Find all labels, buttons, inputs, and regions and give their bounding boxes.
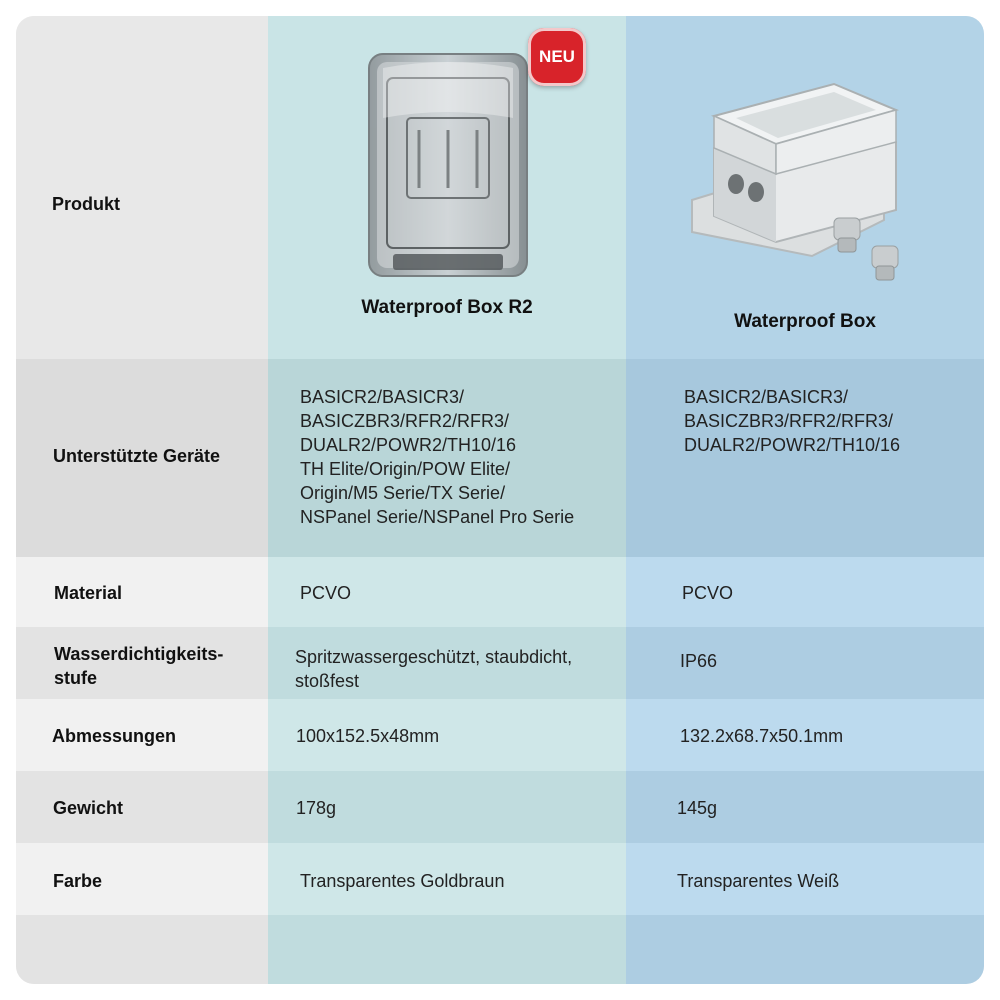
dimensions-cell-r2 [268,699,626,771]
weight-cell-box [626,771,984,843]
material-cell-box [626,557,984,627]
row-waterproof [16,627,268,699]
row-empty [16,915,268,984]
label-wasserdicht: Wasserdichtigkeits- stufe [54,644,224,688]
color-cell-box [626,843,984,915]
waterproof-box: IP66 [680,651,718,671]
weight-box: 145g [677,798,718,818]
material-cell-r2 [268,557,626,627]
material-r2: PCVO [300,583,352,603]
row-devices [16,359,268,557]
transparent-enclosure-icon [363,48,533,280]
color-r2: Transparentes Goldbraun [300,871,505,891]
product-column-r2 [268,16,626,984]
row-product [16,16,268,359]
label-column [16,16,268,984]
comparison-table [16,16,984,984]
weight-cell-r2 [268,771,626,843]
color-box: Transparentes Weiß [677,871,840,891]
waterproof-cell-box [626,627,984,699]
devices-cell-box [626,359,984,557]
dimensions-cell-box [626,699,984,771]
waterproof-r2: Spritzwassergeschützt, staubdicht, stoßfest [295,647,573,691]
label-farbe: Farbe [53,871,103,891]
row-dimensions [16,699,268,771]
devices-r2: BASICR2/BASICR3/ BASICZBR3/RFR2/RFR3/ DUALR2/POWR2/TH10/16 TH Elite/Origin/POW Elite/ Origin/M5 Serie/TX Serie/ NSPanel Serie/NSPanel Pro Serie [300,387,575,527]
dimensions-r2: 100x152.5x48mm [296,726,440,746]
row-weight [16,771,268,843]
empty-cell-box [626,915,984,984]
product-header-box [626,16,984,359]
product-column-box [626,16,984,984]
devices-cell-r2 [268,359,626,557]
product-name-box: Waterproof Box [734,311,876,332]
label-gewicht: Gewicht [53,798,124,818]
material-box: PCVO [682,583,734,603]
color-cell-r2 [268,843,626,915]
label-abmessungen: Abmessungen [52,726,177,746]
row-material [16,557,268,627]
new-badge: NEU [528,28,586,86]
label-geraete: Unterstützte Geräte [53,446,221,466]
junction-box-icon [684,60,924,292]
row-color [16,843,268,915]
label-material: Material [54,583,123,603]
devices-box: BASICR2/BASICR3/ BASICZBR3/RFR2/RFR3/ DUALR2/POWR2/TH10/16 [684,387,901,455]
weight-r2: 178g [296,798,337,818]
waterproof-cell-r2 [268,627,626,699]
dimensions-box: 132.2x68.7x50.1mm [680,726,844,746]
product-name-r2: Waterproof Box R2 [361,297,533,318]
label-produkt: Produkt [52,194,121,214]
empty-cell-r2 [268,915,626,984]
